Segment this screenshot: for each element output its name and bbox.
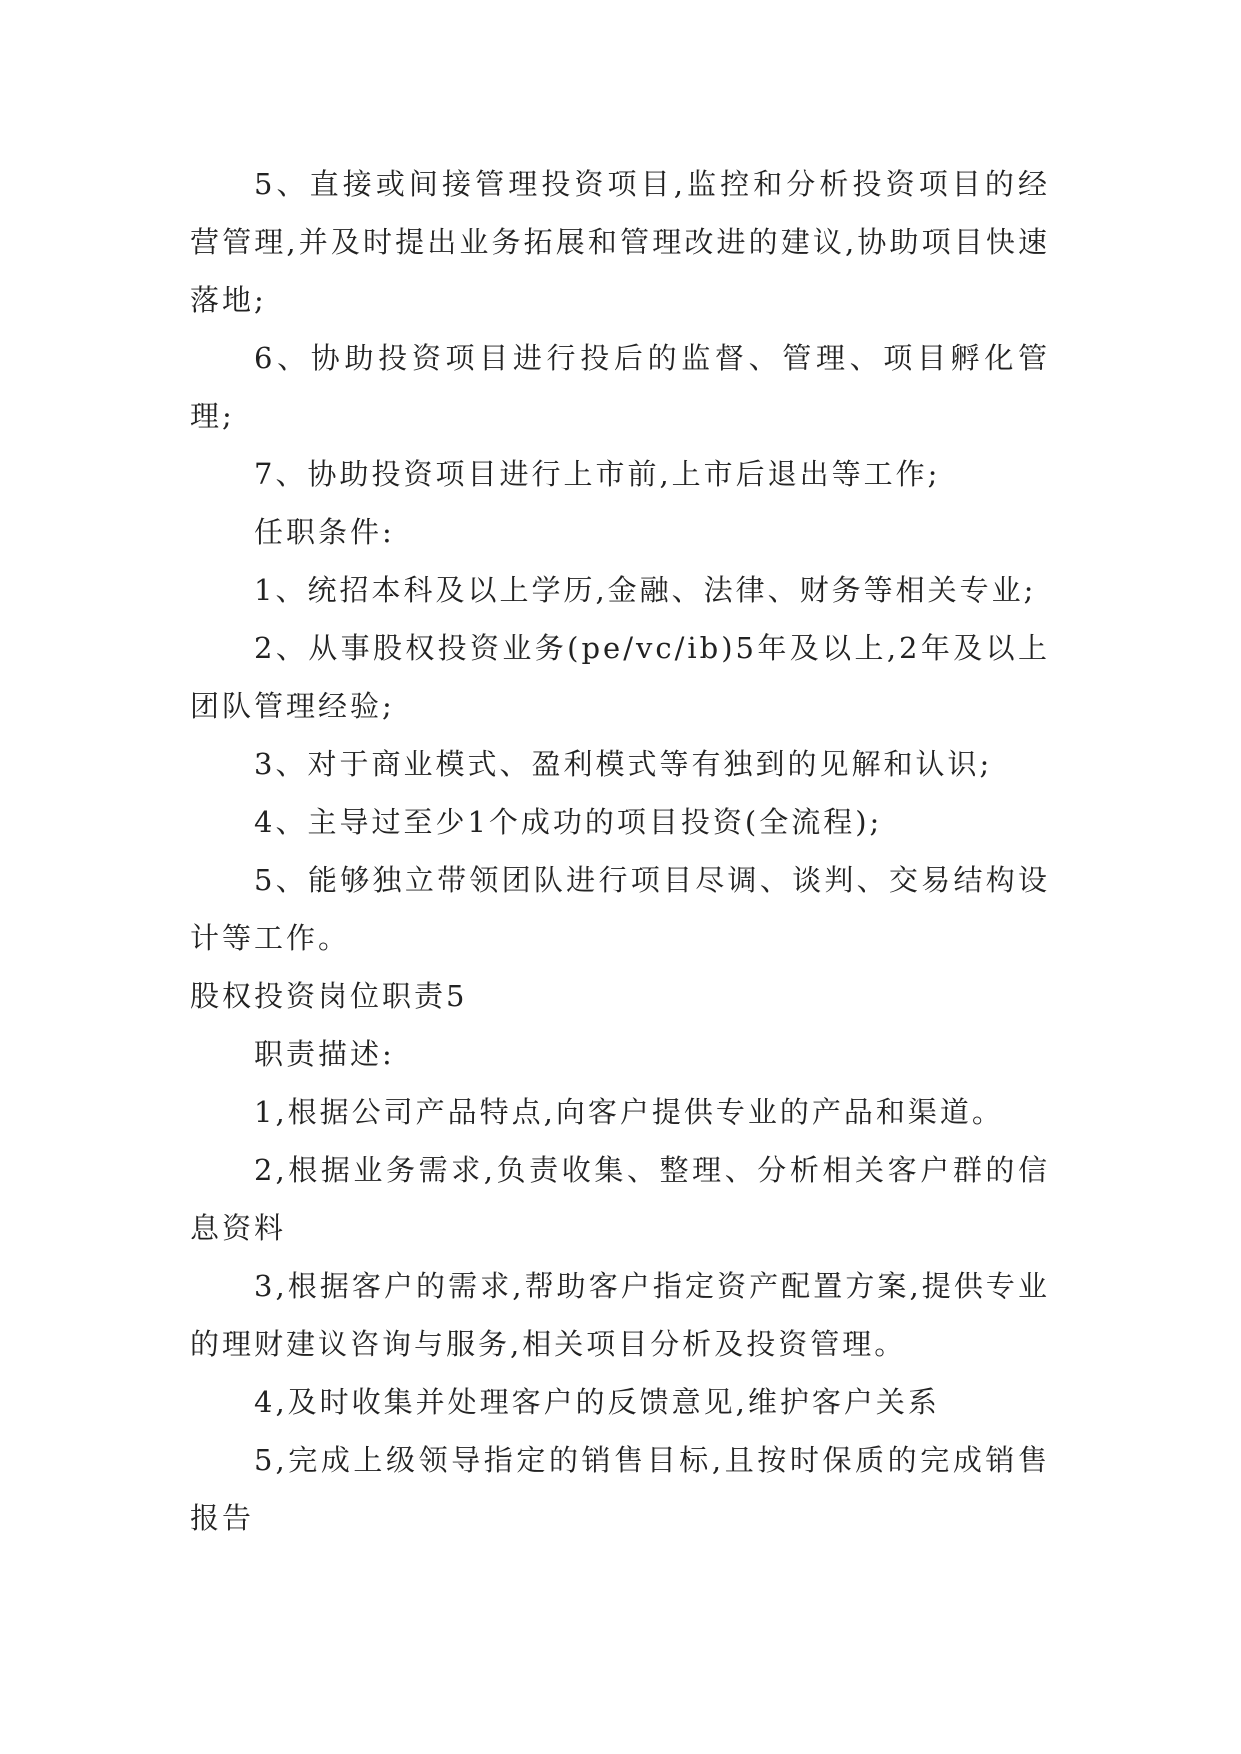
paragraph-duty-7: 7、协助投资项目进行上市前,上市后退出等工作; xyxy=(254,457,941,491)
paragraph-requirement-5: 5、能够独立带领团队进行项目尽调、谈判、交易结构设计等工作。 xyxy=(190,863,1050,955)
document-page xyxy=(190,155,1050,1547)
section-title: 股权投资岗位职责5 xyxy=(190,979,468,1013)
paragraph-description-3: 3,根据客户的需求,帮助客户指定资产配置方案,提供专业的理财建议咨询与服务,相关项目分析及投资管理。 xyxy=(190,1269,1050,1361)
section-heading-requirements: 任职条件: xyxy=(254,515,395,549)
section-heading-description: 职责描述: xyxy=(254,1037,395,1071)
paragraph-duty-5: 5、直接或间接管理投资项目,监控和分析投资项目的经营管理,并及时提出业务拓展和管理改进的建议,协助项目快速落地; xyxy=(190,167,1050,317)
paragraph-requirement-4: 4、主导过至少1个成功的项目投资(全流程); xyxy=(254,805,883,839)
paragraph-description-1: 1,根据公司产品特点,向客户提供专业的产品和渠道。 xyxy=(254,1095,1004,1129)
paragraph-description-4: 4,及时收集并处理客户的反馈意见,维护客户关系 xyxy=(254,1385,940,1419)
paragraph-duty-6: 6、协助投资项目进行投后的监督、管理、项目孵化管理; xyxy=(190,341,1050,433)
paragraph-description-5: 5,完成上级领导指定的销售目标,且按时保质的完成销售报告 xyxy=(190,1443,1050,1535)
paragraph-requirement-1: 1、统招本科及以上学历,金融、法律、财务等相关专业; xyxy=(254,573,1037,607)
paragraph-requirement-3: 3、对于商业模式、盈利模式等有独到的见解和认识; xyxy=(254,747,993,781)
paragraph-requirement-2: 2、从事股权投资业务(pe/vc/ib)5年及以上,2年及以上团队管理经验; xyxy=(190,631,1050,723)
paragraph-description-2: 2,根据业务需求,负责收集、整理、分析相关客户群的信息资料 xyxy=(190,1153,1050,1245)
